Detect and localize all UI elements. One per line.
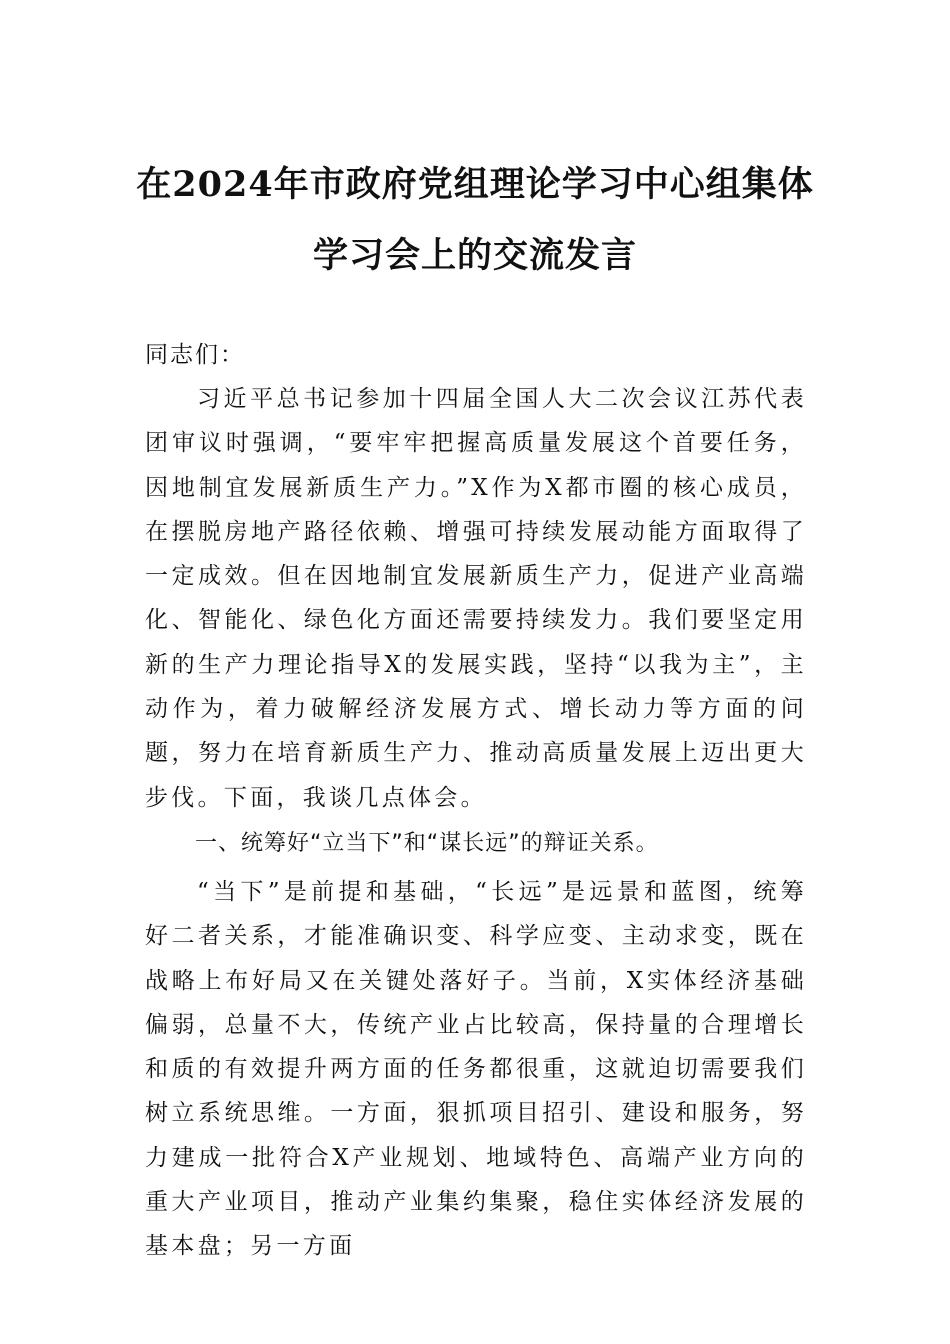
section-heading-1: 一、统筹好“立当下”和“谋长远”的辩证关系。 xyxy=(195,830,659,856)
document-body xyxy=(145,333,807,1269)
salutation: 同志们： xyxy=(145,342,245,368)
document-title-line-2: 学习会上的交流发言 xyxy=(312,235,637,276)
paragraph-section-1: “当下”是前提和基础，“长远”是远景和蓝图，统筹好二者关系，才能准确识变、科学应变、主动求变，既在战略上布好局又在关键处落好子。当前，X实体经济基础偏弱，总量不大，传统产业占比较高，保持量的合理增长和质的有效提升两方面的任务都很重，这就迫切需要我们树立系统思维。一方面，狠抓项目招引、建设和服务，努力建成一批符合X产业规划、地域特色、高端产业方向的重大产业项目，推动产业集约集聚，稳住实体经济发展的基本盘；另一方面 xyxy=(145,878,807,1260)
document-title-line-1: 在2024年市政府党组理论学习中心组集体 xyxy=(136,164,814,205)
paragraph-intro: 习近平总书记参加十四届全国人大二次会议江苏代表团审议时强调，“要牢牢把握高质量发展这个首要任务，因地制宜发展新质生产力。”X作为X都市圈的核心成员，在摆脱房地产路径依赖、增强可持续发展动能方面取得了一定成效。但在因地制宜发展新质生产力，促进产业高端化、智能化、绿色化方面还需要持续发力。我们要坚定用新的生产力理论指导X的发展实践，坚持“以我为主”，主动作为，着力破解经济发展方式、增长动力等方面的问题，努力在培育新质生产力、推动高质量发展上迈出更大步伐。下面，我谈几点体会。 xyxy=(145,386,807,811)
